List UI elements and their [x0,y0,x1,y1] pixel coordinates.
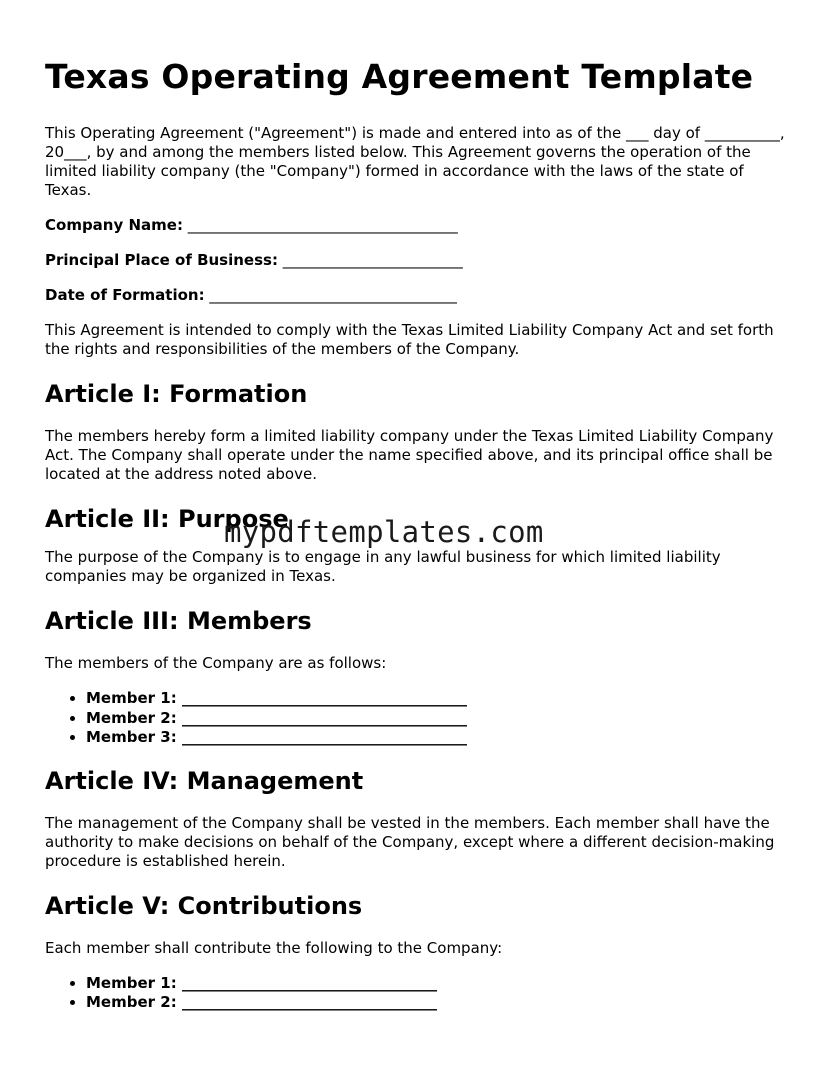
list-item [86,689,785,709]
article-purpose-text: The purpose of the Company is to engage in any lawful business for which limited liability companies may be organized in Texas. [45,548,721,585]
compliance-paragraph: This Agreement is intended to comply with the Texas Limited Liability Company Act and set forth the rights and responsibilities of the members of the Company. [45,321,774,358]
contribution-blank: __________________________________ [181,973,437,992]
watermark-text: mypdftemplates.com [224,515,544,549]
article-purpose-heading: Article II: Purpose [45,505,289,533]
date-formation-label: Date of Formation: [45,286,205,304]
list-item [86,974,785,994]
member-blank: ______________________________________ [181,728,467,746]
article-contributions-text: Each member shall contribute the following to the Company: [45,938,503,957]
list-item [86,709,785,729]
list-item [86,993,785,1013]
article-members-heading: Article III: Members [45,607,312,635]
company-name-blank: ____________________________________ [187,216,458,234]
article-contributions-heading: Article V: Contributions [45,891,363,920]
contribution-label: Member 1: [86,973,177,992]
article-formation-heading: Article I: Formation [45,380,308,408]
document-title: Texas Operating Agreement Template [45,57,754,96]
member-label: Member 2: [86,708,177,727]
principal-place-blank: ________________________ [282,251,463,269]
article-management-text: The management of the Company shall be vested in the members. Each member shall have the authority to make decisions on behalf of the Company, except where a different decision-making procedure is established herein. [45,813,775,870]
principal-place-field [45,251,785,270]
member-blank: ______________________________________ [181,708,467,727]
list-item [86,728,785,748]
principal-place-label: Principal Place of Business: [45,251,278,269]
member-label: Member 1: [86,689,177,707]
contribution-blank: __________________________________ [181,993,437,1011]
intro-paragraph: This Operating Agreement ("Agreement") is made and entered into as of the ___ day of __________, 20___, by and among the members listed below. This Agreement governs the operation of the limited liability company (the "Company") formed in accordance with the laws of the state of Texas. [45,124,785,199]
article-formation-text: The members hereby form a limited liability company under the Texas Limited Liability Company Act. The Company shall operate under the name specified above, and its principal office shall be located at the address noted above. [45,427,774,483]
article-members-text: The members of the Company are as follows: [45,654,387,672]
contributions-list [45,974,785,1013]
member-blank: ______________________________________ [181,689,467,707]
date-formation-blank: _________________________________ [209,286,457,304]
company-name-label: Company Name: [45,216,183,234]
member-label: Member 3: [86,728,177,746]
article-management-heading: Article IV: Management [45,766,364,795]
date-formation-field [45,286,785,305]
company-name-field [45,216,785,235]
members-list [45,689,785,748]
contribution-label: Member 2: [86,993,177,1011]
